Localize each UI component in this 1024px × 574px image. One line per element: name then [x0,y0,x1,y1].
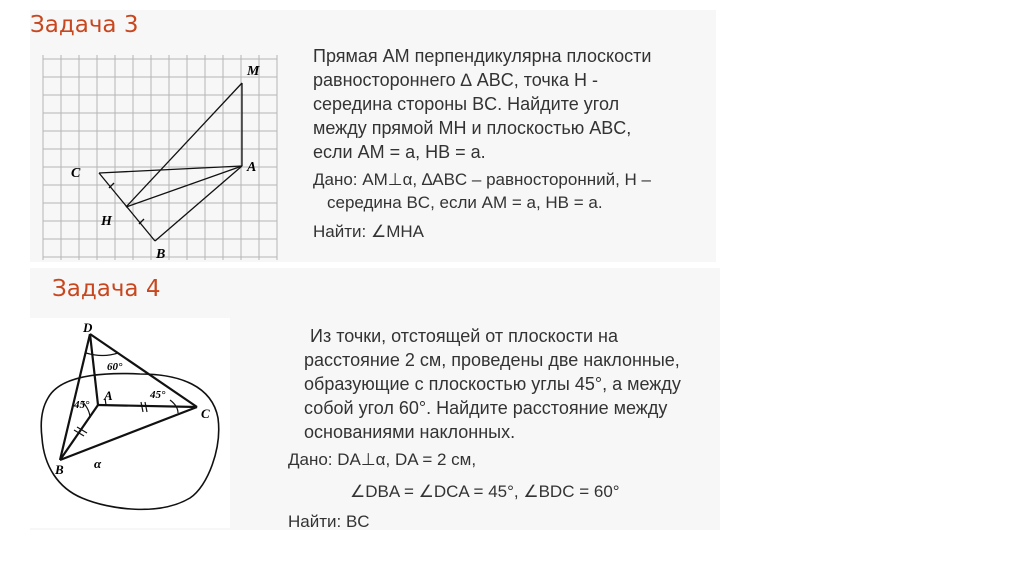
task4-line-2: расстояние 2 см, проведены две наклонные, [304,350,680,370]
angle-45-left-label: 45° [74,399,90,411]
label-M: M [247,64,260,79]
task3-line-4: между прямой MH и плоскостью ABC, [313,118,632,138]
label-C: C [71,166,81,181]
task3-line-1: Прямая AM перпендикулярна плоскости [313,46,652,66]
task4-line-5: основаниями наклонных. [304,422,516,442]
task3-line-5: если AM = a, HB = a. [313,142,486,162]
angle-45-right-label: 45° [150,389,166,401]
label-B: B [55,462,64,477]
task4-line-1: Из точки, отстоящей от плоскости на [310,326,618,346]
task3-given-2: середина BC, если AM = a, HB = a. [327,193,603,212]
label-B: B [156,247,166,262]
task4-problem-text [304,324,681,444]
task4-line-4: собой угол 60°. Найдите расстояние между [304,398,668,418]
label-C: C [201,406,210,421]
task4-given-1: Дано: DA⊥α, DA = 2 см, [288,450,477,469]
triangle-lines [99,83,242,241]
task3-line-3: середина стороны BC. Найдите угол [313,94,620,114]
task4-line-3: образующие с плоскостью углы 45°, а между [304,374,681,394]
task4-find: Найти: BC [288,512,370,531]
label-A: A [247,160,257,175]
task3-line-2: равностороннего ∆ ABC, точка H - [313,70,599,90]
task3-find: Найти: ∠MHA [313,222,424,241]
task4-given-2: ∠DBA = ∠DCA = 45°, ∠BDC = 60° [350,482,620,501]
task4-figure [30,318,230,528]
angle-60-label: 60° [107,361,123,373]
task3-problem-text [313,44,651,164]
label-D: D [83,320,93,335]
task4-title: Задача 4 [52,276,161,302]
task3-figure [35,55,280,265]
label-H: H [101,214,112,229]
task3-given-1: Дано: AM⊥α, ∆ABC – равносторонний, H – [313,170,652,189]
label-A: A [104,388,113,403]
label-alpha: α [94,456,102,471]
task3-title: Задача 3 [30,12,139,38]
